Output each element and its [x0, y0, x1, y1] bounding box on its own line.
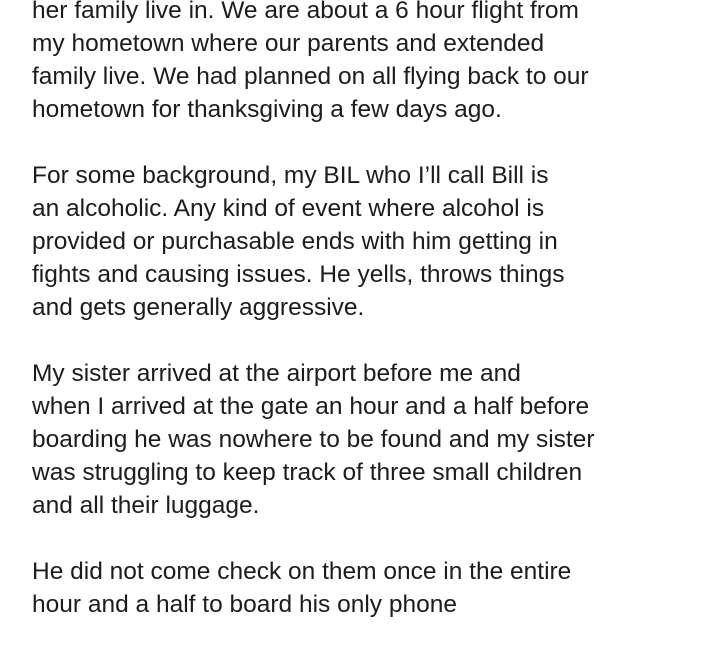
text-line: boarding he was nowhere to be found and my sister: [32, 426, 595, 453]
text-line: and all their luggage.: [32, 492, 260, 519]
paragraph: [32, 555, 712, 621]
text-line: my hometown where our parents and extended: [32, 30, 545, 57]
text-line: provided or purchasable ends with him getting in: [32, 228, 558, 255]
text-line: He did not come check on them once in the entire: [32, 558, 572, 585]
paragraph: [32, 0, 712, 126]
text-line: an alcoholic. Any kind of event where alcohol is: [32, 195, 545, 222]
text-line: hour and a half to board his only phone: [32, 591, 457, 618]
text-line: when I arrived at the gate an hour and a half before: [32, 393, 590, 420]
text-line: family live. We had planned on all flying back to our: [32, 63, 589, 90]
text-line: was struggling to keep track of three small children: [32, 459, 583, 486]
post-body: [32, 0, 712, 654]
paragraph: [32, 357, 712, 522]
paragraph: [32, 159, 712, 324]
text-line: and gets generally aggressive.: [32, 294, 365, 321]
text-line: My sister arrived at the airport before me and: [32, 360, 521, 387]
text-line: fights and causing issues. He yells, throws things: [32, 261, 565, 288]
text-line: For some background, my BIL who I’ll call Bill is: [32, 162, 549, 189]
text-line: her family live in. We are about a 6 hour flight from: [32, 0, 579, 24]
text-line: hometown for thanksgiving a few days ago.: [32, 96, 502, 123]
